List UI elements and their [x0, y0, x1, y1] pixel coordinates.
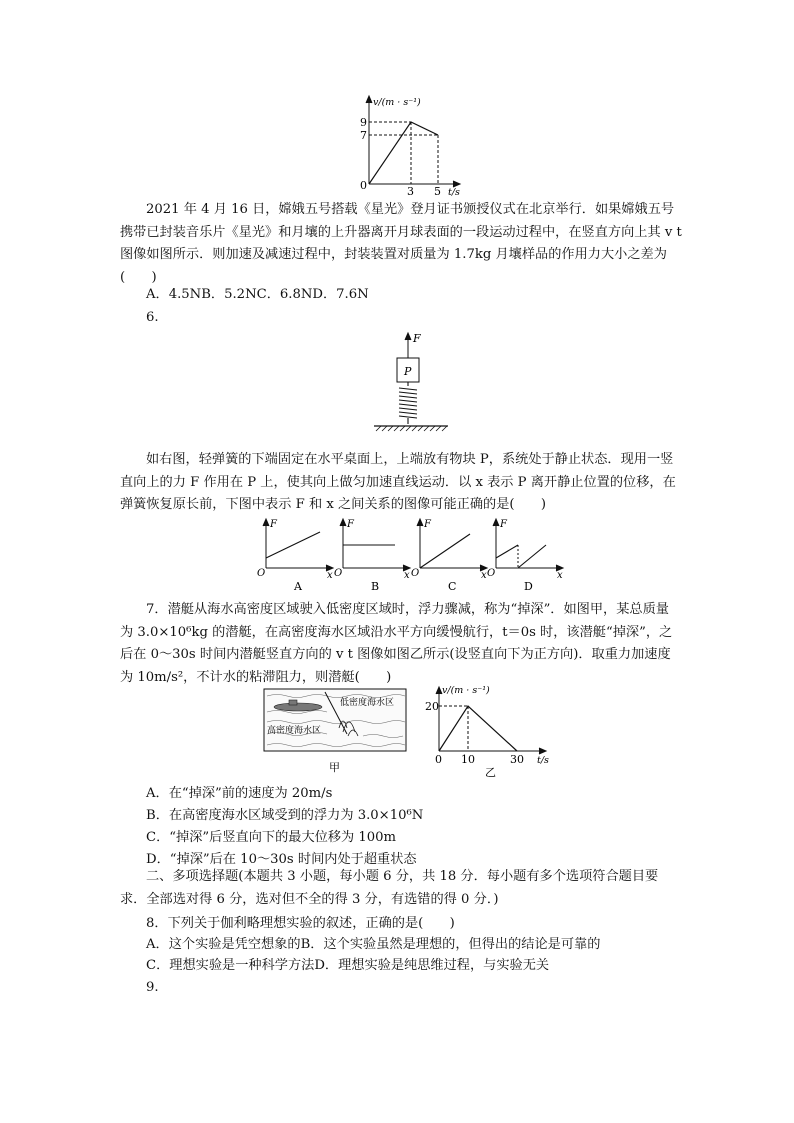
q8-options-ab: A．这个实验是凭空想象的B．这个实验虽然是理想的，但得出的结论是可靠的: [146, 937, 601, 952]
q7-yi-x-label: t/s: [537, 755, 549, 766]
q6-graph-c: [410, 516, 490, 594]
q7-yi-y-tick-20: 20: [425, 700, 439, 713]
q7-yi-x-tick-30: 30: [510, 753, 524, 766]
q7-yi-y-label: v/(m · s⁻¹): [442, 685, 490, 696]
q6-d-x: x: [557, 570, 563, 581]
q6-a-y: F: [270, 519, 277, 530]
q5-x-tick-5: 5: [434, 185, 441, 196]
q6-a-x: x: [327, 570, 333, 581]
q6-text: 如右图，轻弹簧的下端固定在水平桌面上，上端放有物块 P，系统处于静止状态．现用一竖直向上的力 F 作用在 P 上，使其向上做匀加速直线运动．以 x 表示 P 离开静止位置的位移，在弹簧恢复原长前，下图中表示 F 和 x 之间关系的图像可能正确的是( ): [120, 452, 676, 512]
q6-b-o: O: [334, 568, 343, 579]
q6-d-o: O: [487, 568, 496, 579]
q5-y-label: v/(m · s⁻¹): [373, 97, 421, 108]
q7-fig-yi: [425, 683, 565, 778]
q6-b-label: B: [371, 580, 380, 593]
q6-b-x: x: [404, 570, 410, 581]
q6-c-x: x: [481, 570, 487, 581]
section2-heading: 二、多项选择题(本题共 3 小题，每小题 6 分，共 18 分．每小题有多个选项符合题目要求．全部选对得 6 分，选对但不全的得 3 分，有选错的得 0 分．): [120, 869, 659, 907]
q5-y-tick-9: 9: [360, 116, 367, 129]
q7-text: 7．潜艇从海水高密度区域驶入低密度区域时，浮力骤减，称为“掉深”．如图甲，某总质量为 3.0×10⁶kg 的潜艇，在高密度海水区域沿水平方向缓慢航行，t＝0s 时，该潜艇“掉深”，之后在 0～30s 时间内潜艇竖直方向的 v t 图像如图乙所示(设竖直向下为正方向)．取重力加速度为 10m/s²，不计水的粘滞阻力，则潜艇( ): [120, 602, 673, 685]
q6-d-line-1: [496, 545, 518, 558]
q7-option-b: B．在高密度海水区域受到的浮力为 3.0×10⁶N: [146, 808, 424, 823]
q6-d-line-2: [518, 545, 546, 568]
q6-a-o: O: [257, 568, 266, 579]
q6-spring-figure: [368, 330, 458, 442]
q7-option-a: A．在“掉深”前的速度为 20m/s: [146, 786, 333, 801]
q7-high-density-label: 高密度海水区: [267, 726, 322, 736]
q5-velocity-line: [369, 122, 438, 184]
q5-vt-graph: [355, 94, 465, 196]
q9-number: 9.: [146, 980, 159, 995]
q5-x-tick-3: 3: [407, 185, 414, 196]
q7-option-d: D．“掉深”后在 10～30s 时间内处于超重状态: [146, 852, 417, 867]
q6-force-label: F: [413, 332, 421, 345]
q6-a-label: A: [294, 580, 302, 593]
q7-caption-yi: 乙: [485, 766, 496, 778]
q5-x-label: t/s: [448, 187, 460, 196]
q7-yi-velocity-line: [439, 706, 517, 751]
q5-y-tick-7: 7: [360, 129, 367, 142]
q6-c-y: F: [424, 519, 431, 530]
q6-block-label: P: [404, 365, 412, 378]
q8-options-cd: C．理想实验是一种科学方法D．理想实验是纯思维过程，与实验无关: [146, 958, 550, 973]
q6-ground-hatch: [376, 426, 447, 431]
q6-b-y: F: [347, 519, 354, 530]
q6-graph-d: [486, 516, 566, 594]
q5-options: A．4.5NB．5.2NC．6.8ND．7.6N: [146, 287, 369, 302]
q8-stem: 8．下列关于伽利略理想实验的叙述，正确的是( ): [146, 916, 455, 931]
q6-a-line: [266, 532, 320, 558]
q6-graph-b: [333, 516, 413, 594]
q6-c-o: O: [411, 568, 420, 579]
q6-d-y: F: [500, 519, 507, 530]
q6-number: 6.: [146, 310, 159, 325]
q5-origin: 0: [360, 179, 367, 192]
q6-graph-a: [256, 516, 336, 594]
q7-low-density-label: 低密度海水区: [340, 698, 395, 708]
q7-yi-origin: 0: [435, 753, 442, 766]
q6-spring: [399, 382, 417, 424]
q7-option-c: C．“掉深”后竖直向下的最大位移为 100m: [146, 830, 397, 845]
q7-caption-jia: 甲: [329, 761, 340, 774]
q7-fig-jia: [263, 688, 409, 776]
q6-c-line: [420, 534, 470, 568]
q5-text: 2021 年 4 月 16 日，嫦娥五号搭载《星光》登月证书颁授仪式在北京举行．如果嫦娥五号携带已封装音乐片《星光》和月壤的上升器离开月球表面的一段运动过程中，在竖直方向上其 v t 图像如图所示．则加速及减速过程中，封装装置对质量为 1.7kg 月壤样品的作用力大小之差为( ): [120, 202, 682, 285]
q7-yi-x-tick-10: 10: [461, 753, 475, 766]
q6-c-label: C: [448, 580, 457, 593]
q6-d-label: D: [524, 580, 533, 593]
